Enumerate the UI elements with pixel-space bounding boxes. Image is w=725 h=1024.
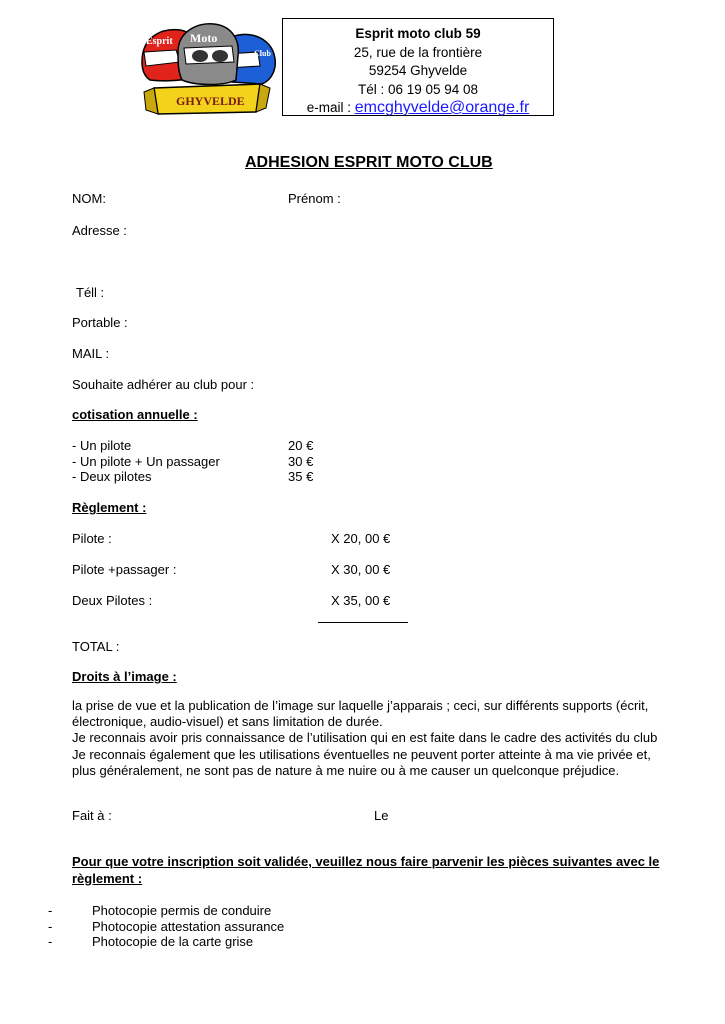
email-link[interactable]: emcghyvelde@orange.fr [354, 99, 530, 116]
reglement-row-amount: X 30, 00 € [331, 562, 391, 577]
cotisation-row-price: 20 € [288, 438, 314, 453]
droits-line: Je reconnais avoir pris connaissance de l’utilisation qui en est faite dans le cadre des activités du club [72, 730, 658, 746]
droits-line: la prise de vue et la publication de l’image sur laquelle j’apparais ; ceci, sur différents supports (écrit, [72, 698, 649, 713]
page-title: ADHESION ESPRIT MOTO CLUB [245, 154, 493, 171]
club-city: 59254 Ghyvelde [368, 63, 468, 78]
club-info-box [282, 18, 554, 116]
club-logo [136, 22, 278, 118]
cotisation-row-label: - Deux pilotes [72, 469, 152, 484]
total-label: TOTAL : [72, 639, 120, 654]
requirements-line: règlement : [72, 870, 143, 886]
cotisation-heading: cotisation annuelle : [72, 407, 198, 422]
logo-text-moto: Moto [190, 31, 218, 45]
logo-banner-text: GHYVELDE [176, 94, 245, 108]
droits-paragraph [72, 698, 692, 779]
adresse-label: Adresse : [72, 223, 127, 238]
souhaite-label: Souhaite adhérer au club pour : [72, 377, 255, 392]
logo-text-club: Club [254, 49, 271, 58]
list-bullet: - [48, 919, 53, 934]
club-phone: Tél : 06 19 05 94 08 [357, 81, 479, 97]
droits-line: électronique, audio-visuel) et sans limitation de durée. [72, 714, 383, 730]
fait-label: Fait à : [72, 808, 112, 823]
tel-label: Téll : [76, 285, 105, 300]
list-item: Photocopie permis de conduire [92, 903, 272, 918]
cotisation-row-price: 30 € [288, 454, 314, 469]
club-name: Esprit moto club 59 [355, 26, 481, 41]
nom-label: NOM: [72, 191, 106, 206]
requirements-line: Pour que votre inscription soit validée, veuillez nous faire parvenir les pièces suivantes avec le [72, 854, 660, 869]
cotisation-row-label: - Un pilote + Un passager [72, 454, 220, 469]
mail-label: MAIL : [72, 346, 110, 361]
list-bullet: - [48, 903, 53, 918]
date-label: Le [374, 808, 389, 823]
list-item: Photocopie attestation assurance [92, 919, 285, 934]
reglement-row-label: Pilote +passager : [72, 562, 177, 577]
reglement-heading: Règlement : [72, 500, 147, 515]
droits-line: plus généralement, ne sont pas de nature à me nuire ou à me causer un quelconque préjudice. [72, 762, 620, 778]
prenom-label: Prénom : [288, 191, 341, 206]
droits-line: Je reconnais également que les utilisations éventuelles ne peuvent porter atteinte à ma vie privée et, [72, 746, 651, 762]
cotisation-row-price: 35 € [288, 469, 314, 484]
reglement-row-amount: X 35, 00 € [331, 593, 391, 608]
reglement-row-label: Deux Pilotes : [72, 593, 153, 608]
requirements-heading [72, 854, 692, 887]
portable-label: Portable : [72, 315, 128, 330]
list-item: Photocopie de la carte grise [92, 934, 254, 949]
droits-heading: Droits à l’image : [72, 669, 177, 684]
email-label: e-mail : [306, 100, 355, 115]
club-street: 25, rue de la frontière [353, 44, 483, 60]
reglement-row-amount: X 20, 00 € [331, 531, 391, 546]
cotisation-row-label: - Un pilote [72, 438, 132, 453]
list-bullet: - [48, 934, 53, 949]
logo-text-esprit: Esprit [146, 36, 173, 47]
total-divider [318, 622, 408, 623]
reglement-row-label: Pilote : [72, 531, 112, 546]
